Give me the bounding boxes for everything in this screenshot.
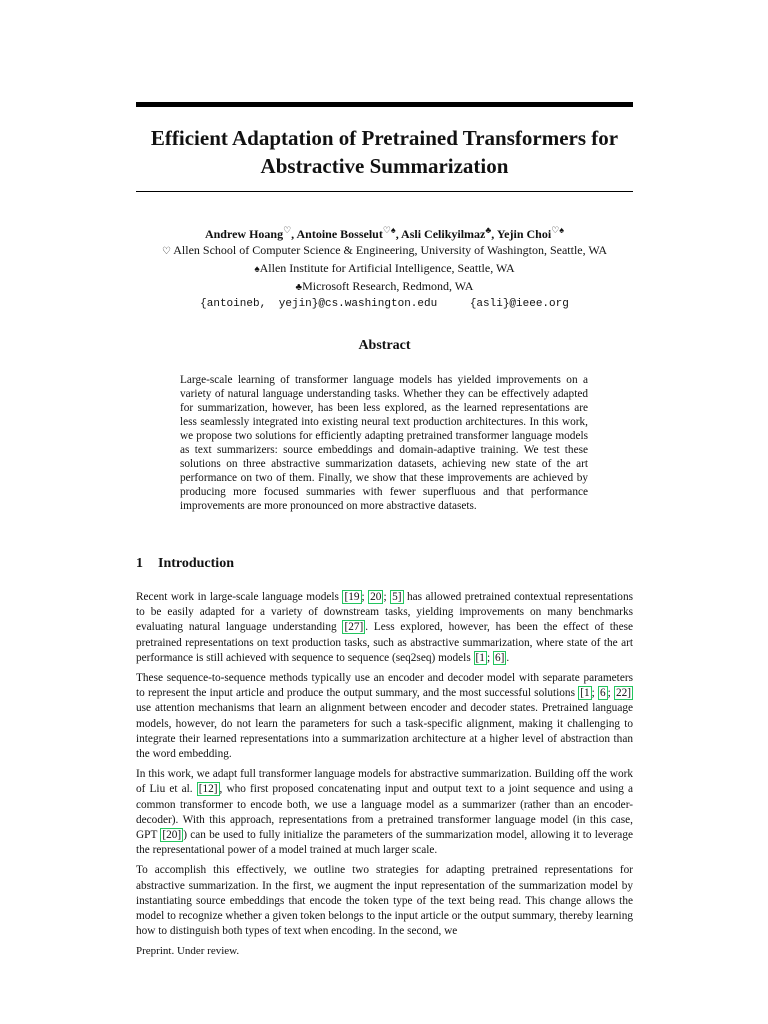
body-text-run: . Less explored, however, has been the effect of these pretrained representations on text production tasks, such as abstractive summarization, where state of the art performance is still achieved with sequence to sequence (seq2seq) models [136, 621, 633, 664]
email-line [136, 296, 633, 312]
affiliation-symbol: ♠ [254, 264, 260, 275]
citation-link[interactable]: [12] [198, 783, 218, 796]
email-address[interactable]: {asli}@ieee.org [469, 298, 569, 310]
author-block [136, 226, 633, 312]
footer-note: Preprint. Under review. [136, 945, 240, 957]
body-text-run: . [506, 651, 510, 664]
body-text-run: ; [486, 651, 493, 664]
title-top-rule [136, 102, 633, 107]
citation-link[interactable]: 6] [494, 651, 505, 664]
body-text-run: These sequence-to-sequence methods typically use an encoder and decoder model with separate parameters to represent the input article and produce the output summary, and the most successful solutions [136, 672, 633, 700]
body-paragraph [136, 767, 633, 858]
title-bottom-rule [136, 191, 633, 192]
affiliation-line [136, 278, 633, 296]
affiliation-text: Allen School of Computer Science & Engineering, University of Washington, Seattle, WA [170, 243, 608, 257]
citation-link[interactable]: 5] [392, 591, 402, 603]
body-text-run: In this work, we adapt full transformer language models for abstractive summarization. Building off the work of Liu et al. [136, 768, 633, 796]
title-line-2: Abstractive Summarization [260, 154, 509, 178]
citation-link[interactable]: 20 [370, 591, 382, 603]
affiliation-mark: ♣ [485, 225, 492, 235]
citation-link[interactable]: [1 [580, 687, 590, 700]
body-text-run: use attention mechanisms that learn an alignment between encoder and decoder states. Pretrained language models, however, do not learn the parameters for such a task-specific alignment, making it challenging to integrate their learned representations into a summarization architecture at a higher level of abstraction than the word embedding. [136, 702, 633, 761]
citation-link[interactable]: [19 [344, 591, 360, 603]
affiliation-symbol: ♣ [295, 282, 303, 293]
citation-link[interactable]: [27] [344, 621, 364, 634]
author-names: Andrew Hoang♡, Antoine Bosselut♡♠, Asli Celikyilmaz♣, Yejin Choi♡♠ [204, 225, 565, 241]
affiliation-line [136, 260, 633, 278]
section-heading [136, 556, 234, 572]
author-name: Antoine Bosselut [296, 227, 383, 241]
body-text-run: ; [591, 687, 598, 700]
body-text-run: has allowed pretrained contextual representations to be easily adapted for a variety of downstream tasks, yielding improvements on many benchmarks evaluating natural language understanding [136, 591, 633, 634]
body-text-run: , who first proposed concatenating input and output text to a joint sequence and using a common transformer to encode both, we use a language model as a summarizer (rather than an encoder-decoder). With this approach, representations from a pretrained transformer language model (in this case, GPT [136, 783, 633, 842]
author-name: Yejin Choi [496, 227, 552, 241]
section-number: 1 [136, 556, 143, 571]
affiliation-mark: ♡ [283, 225, 292, 235]
affiliation-text: Allen Institute for Artificial Intelligence, Seattle, WA [259, 261, 515, 275]
citation-link[interactable]: 22] [615, 687, 632, 700]
author-name: Andrew Hoang [204, 227, 284, 241]
body-text-run: Recent work in large-scale language models [136, 591, 343, 603]
affiliation-text: Microsoft Research, Redmond, WA [302, 279, 474, 293]
citation-link[interactable]: [1 [475, 651, 485, 664]
body-text-run: ; [607, 687, 614, 700]
title-line-1: Efficient Adaptation of Pretrained Transformers for [150, 126, 619, 150]
citation-link[interactable]: 6 [599, 687, 606, 700]
abstract-heading: Abstract [358, 338, 411, 353]
abstract-text: Large-scale learning of transformer language models has yielded improvements on a variety of natural language understanding tasks. Whether they can be effectively adapted for summarization, however, has been less explored, as the learned representations are less seamlessly integrated into existing neural text production architectures. In this work, we propose two solutions for efficiently adapting pretrained transformer language models as text summarizers: source embeddings and domain-adaptive training. We test these solutions on three abstractive summarization datasets, achieving new state of the art performance on two of them. Finally, we show that these improvements are achieved by producing more focused summaries with fewer superfluous and that performance improvements are more pronounced on more abstractive datasets. [180, 374, 588, 512]
paper-title [136, 124, 633, 180]
body-text-run: ; [361, 591, 369, 603]
body-paragraph [136, 863, 633, 939]
affiliation-symbol: ♡ [161, 246, 171, 257]
affiliation-mark: ♡♠ [551, 225, 565, 235]
email-address[interactable]: {antoineb, yejin}@cs.washington.edu [200, 298, 438, 310]
body-paragraph [136, 671, 633, 762]
affiliation-mark: ♡♠ [382, 225, 396, 235]
citation-link[interactable]: [20] [162, 829, 182, 842]
author-name: Asli Celikyilmaz [401, 227, 486, 241]
body-text-run: ) can be used to fully initialize the parameters of the summarization model, allowing it to leverage the representational power of a model trained at much larger scale. [136, 829, 633, 857]
body-text-run: ; [383, 591, 391, 603]
body-paragraph [136, 590, 633, 666]
affiliation-line [136, 242, 633, 260]
introduction-body [136, 590, 633, 944]
body-text-run: To accomplish this effectively, we outline two strategies for adapting pretrained representations for abstractive summarization. In the first, we augment the input representation of the summarization model by instantiating source embeddings that encode the token type of the text being read. This change allows the model to recognize whether a given token belongs to the input article or the output summary, thereby learning how to distinguish both types of text when encoding. In the second, we [136, 864, 633, 938]
section-title: Introduction [158, 556, 234, 571]
